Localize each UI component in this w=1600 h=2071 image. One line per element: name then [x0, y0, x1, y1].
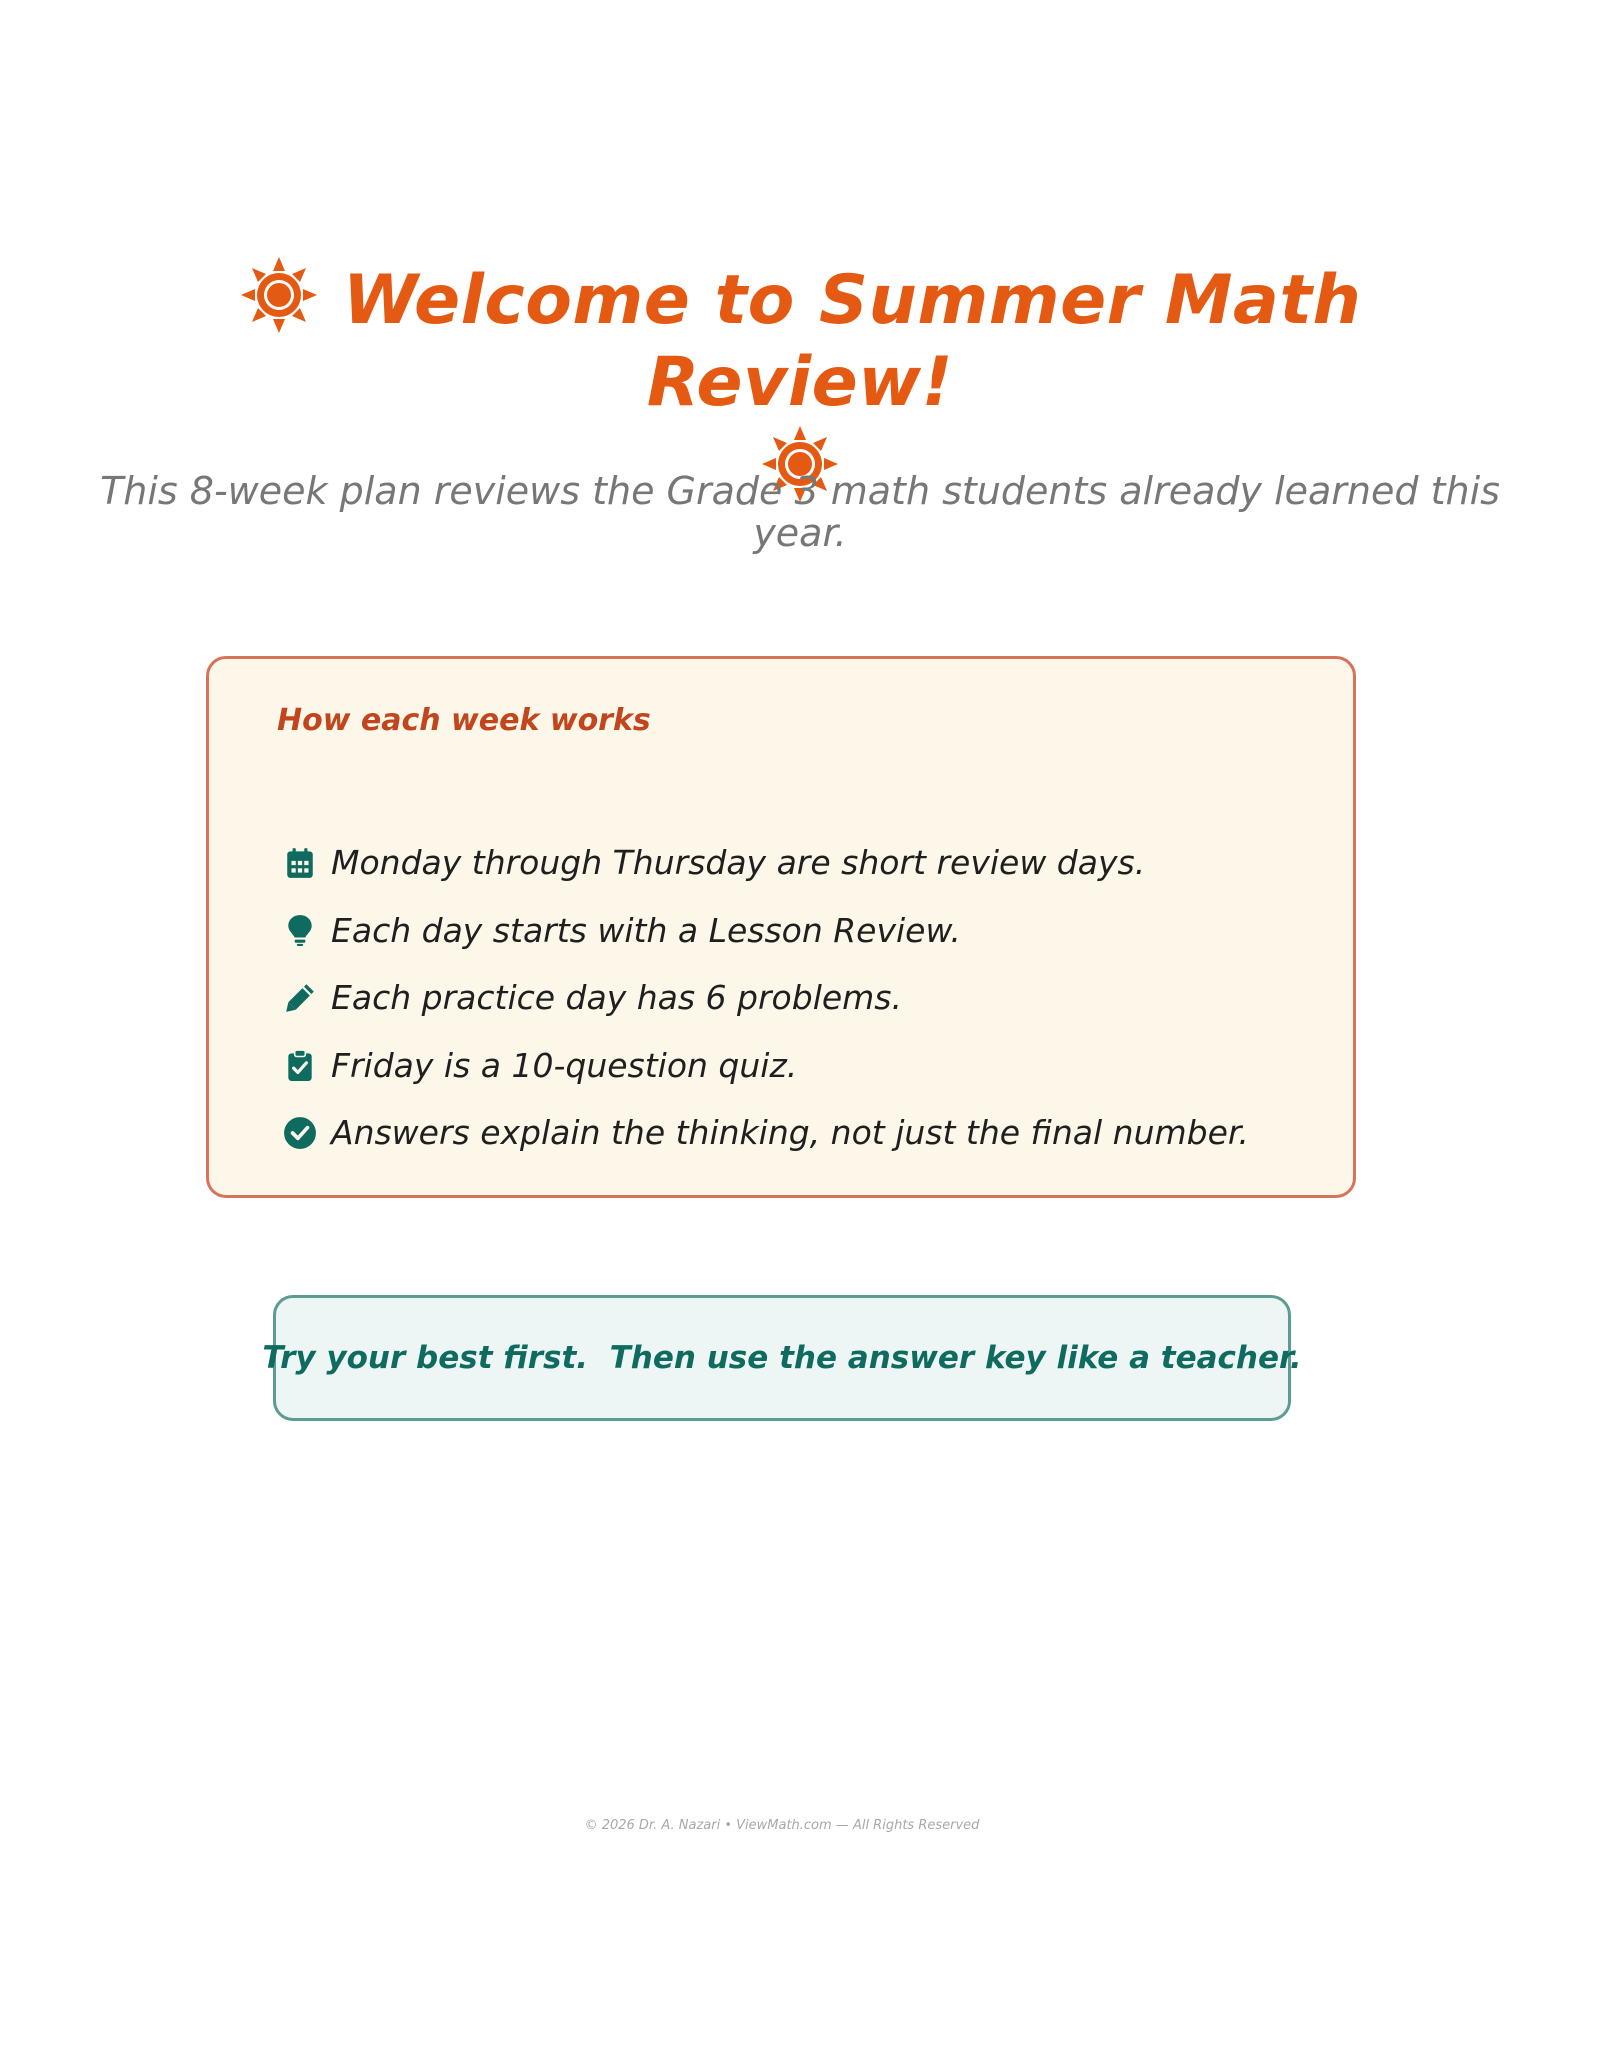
list-item: [281, 1099, 1249, 1167]
list-item-text: Friday is a 10-question quiz.: [331, 1045, 798, 1085]
lightbulb-icon: [281, 911, 319, 949]
list-item-text: Answers explain the thinking, not just the final number.: [331, 1113, 1249, 1153]
list-item-text: Monday through Thursday are short review days.: [331, 843, 1146, 883]
page-title-text: Welcome to Summer Math Review!: [342, 261, 1362, 422]
check-circle-icon: [281, 1114, 319, 1152]
page-subtitle: This 8-week plan reviews the Grade 3 math students already learned this year.: [100, 469, 1500, 555]
calendar-icon: [281, 844, 319, 882]
how-each-week-works-box: [206, 656, 1356, 1198]
tip-text: Try your best first. Then use the answer key like a teacher.: [262, 1340, 1302, 1376]
list-item: [281, 829, 1249, 897]
list-item: [281, 1032, 1249, 1100]
clipboard-check-icon: [281, 1046, 319, 1084]
tip-box: [262, 1295, 1302, 1421]
list-item-text: Each practice day has 6 problems.: [331, 978, 902, 1018]
list-item: [281, 964, 1249, 1032]
info-list: [281, 829, 1249, 1167]
pencil-icon: [281, 979, 319, 1017]
list-item-text: Each day starts with a Lesson Review.: [331, 910, 961, 950]
info-box-heading: How each week works: [277, 703, 651, 738]
sun-icon: [239, 255, 319, 335]
copyright-footer: © 2026 Dr. A. Nazari • ViewMath.com — All Rights Reserved: [584, 1818, 980, 1833]
list-item: [281, 897, 1249, 965]
